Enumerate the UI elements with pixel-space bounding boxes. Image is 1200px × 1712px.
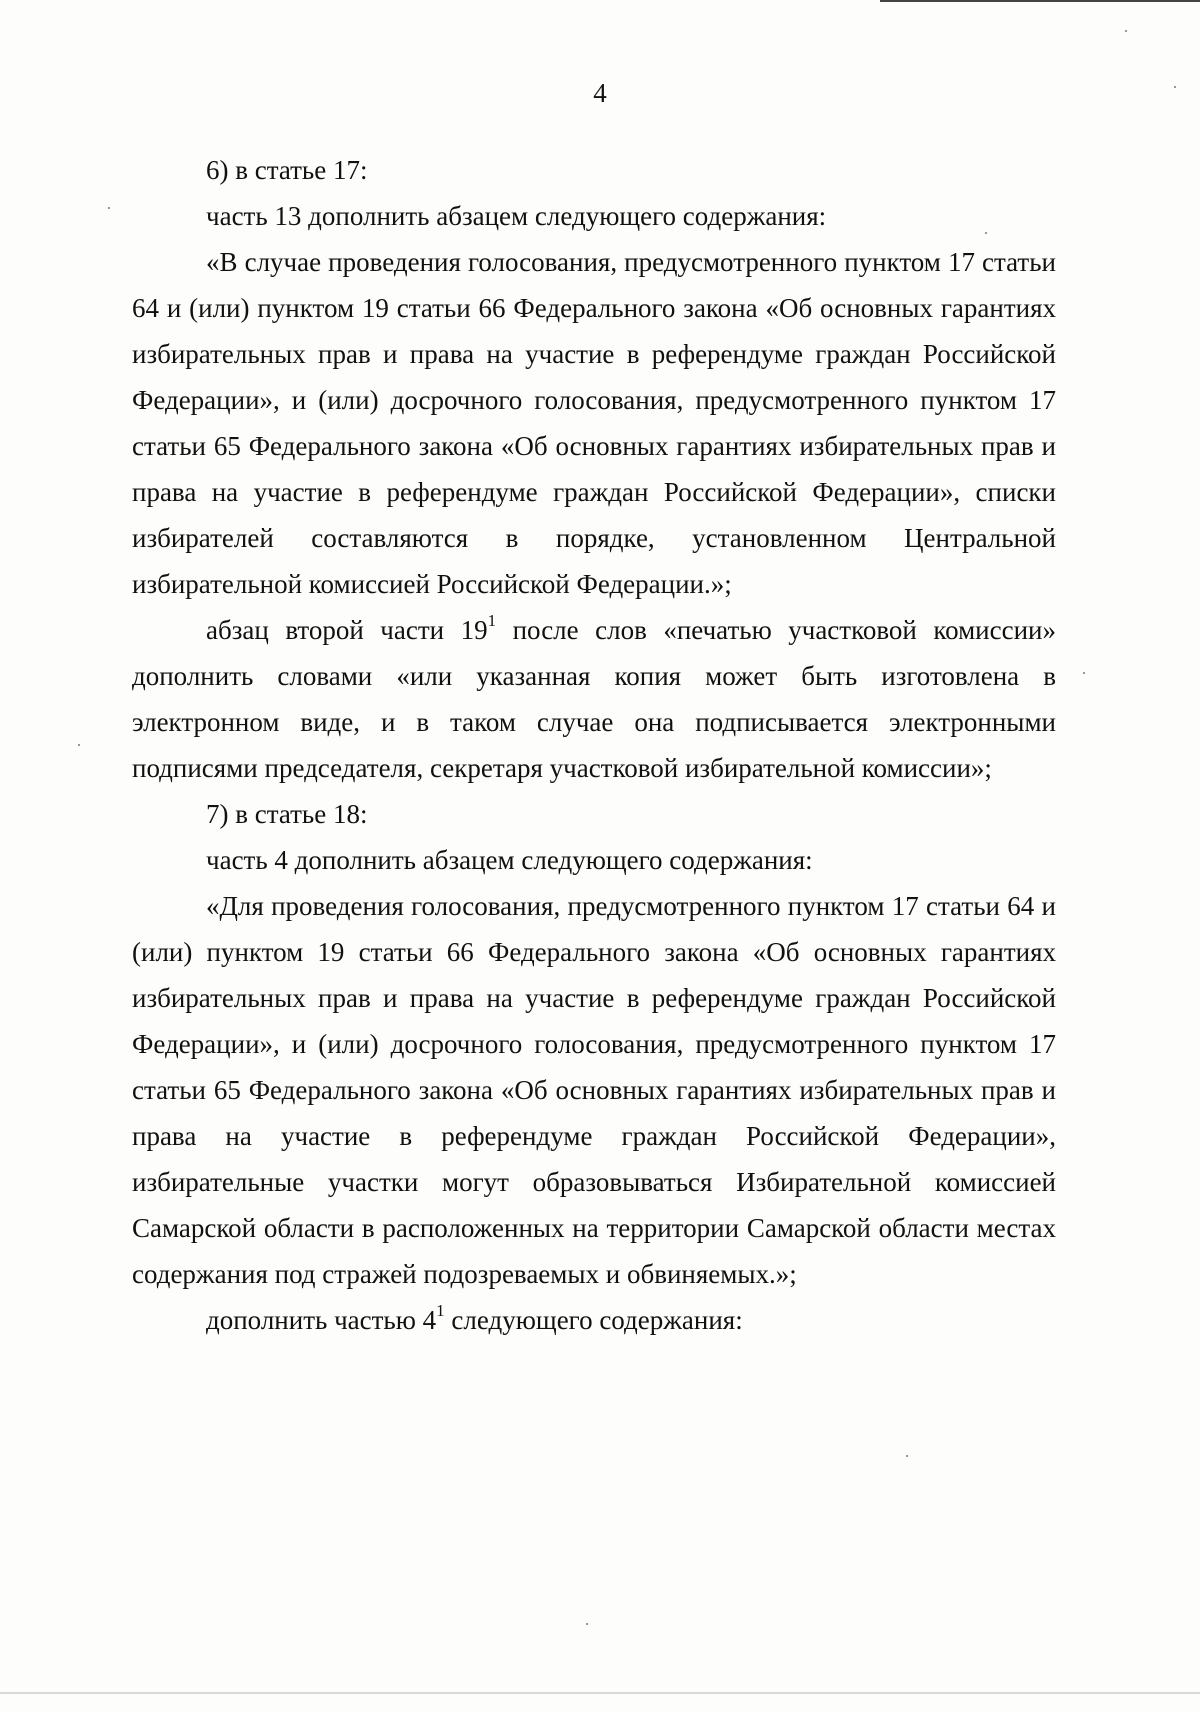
part-4-1-text-start: дополнить частью 4: [206, 1305, 437, 1335]
part-19-1-text-end: после слов «печатью участковой комиссии» дополнить словами «или указанная копия может быть изготовлена в электронном виде, и в таком случае она подписывается электронными подписями председателя, секретаря участковой избирательной комиссии»;: [132, 615, 1056, 783]
scan-bottom-edge: [0, 1692, 1200, 1694]
part-4-1-instruction: [132, 1297, 1056, 1343]
part-4-1-text-end: следующего содержания:: [444, 1305, 743, 1335]
scan-speck: [586, 1623, 588, 1625]
page-number: 4: [593, 78, 607, 108]
scan-speck: [906, 1455, 908, 1457]
scan-speck: [1174, 86, 1176, 88]
scan-speck: [1083, 672, 1085, 674]
quoted-paragraph-polling-stations: «Для проведения голосования, предусмотренного пунктом 17 статьи 64 и (или) пунктом 19 статьи 66 Федерального закона «Об основных гарантиях избирательных прав и права на участие в референдуме граждан Российской Федерации», и (или) досрочного голосования, предусмотренного пунктом 17 статьи 65 Федерального закона «Об основных гарантиях избирательных прав и права на участие в референдуме граждан Российской Федерации», избирательные участки могут образовываться Избирательной комиссией Самарской области в расположенных на территории Самарской области местах содержания под стражей подозреваемых и обвиняемых.»;: [132, 891, 1056, 1289]
scan-speck: [1125, 30, 1127, 32]
scan-speck: [985, 232, 987, 234]
item-6-heading: 6) в статье 17:: [206, 155, 368, 185]
scan-speck: [78, 744, 80, 746]
item-7-heading: 7) в статье 18:: [206, 799, 368, 829]
document-body: [132, 147, 1056, 1343]
part-13-instruction: часть 13 дополнить абзацем следующего содержания:: [206, 201, 827, 231]
superscript-number: 1: [436, 1301, 445, 1320]
part-19-1-text-start: абзац второй части 19: [206, 615, 488, 645]
part-4-instruction: часть 4 дополнить абзацем следующего содержания:: [206, 845, 813, 875]
scan-edge-line: [880, 0, 1200, 2]
scan-speck: [108, 207, 110, 209]
part-19-1-amendment: [132, 607, 1056, 791]
superscript-number: 1: [487, 611, 497, 630]
quoted-paragraph-voter-lists: «В случае проведения голосования, предусмотренного пунктом 17 статьи 64 и (или) пунктом 19 статьи 66 Федерального закона «Об основных гарантиях избирательных прав и права на участие в референдуме граждан Российской Федерации», и (или) досрочного голосования, предусмотренного пунктом 17 статьи 65 Федерального закона «Об основных гарантиях избирательных прав и права на участие в референдуме граждан Российской Федерации», списки избирателей составляются в порядке, установленном Центральной избирательной комиссией Российской Федерации.»;: [132, 247, 1056, 599]
